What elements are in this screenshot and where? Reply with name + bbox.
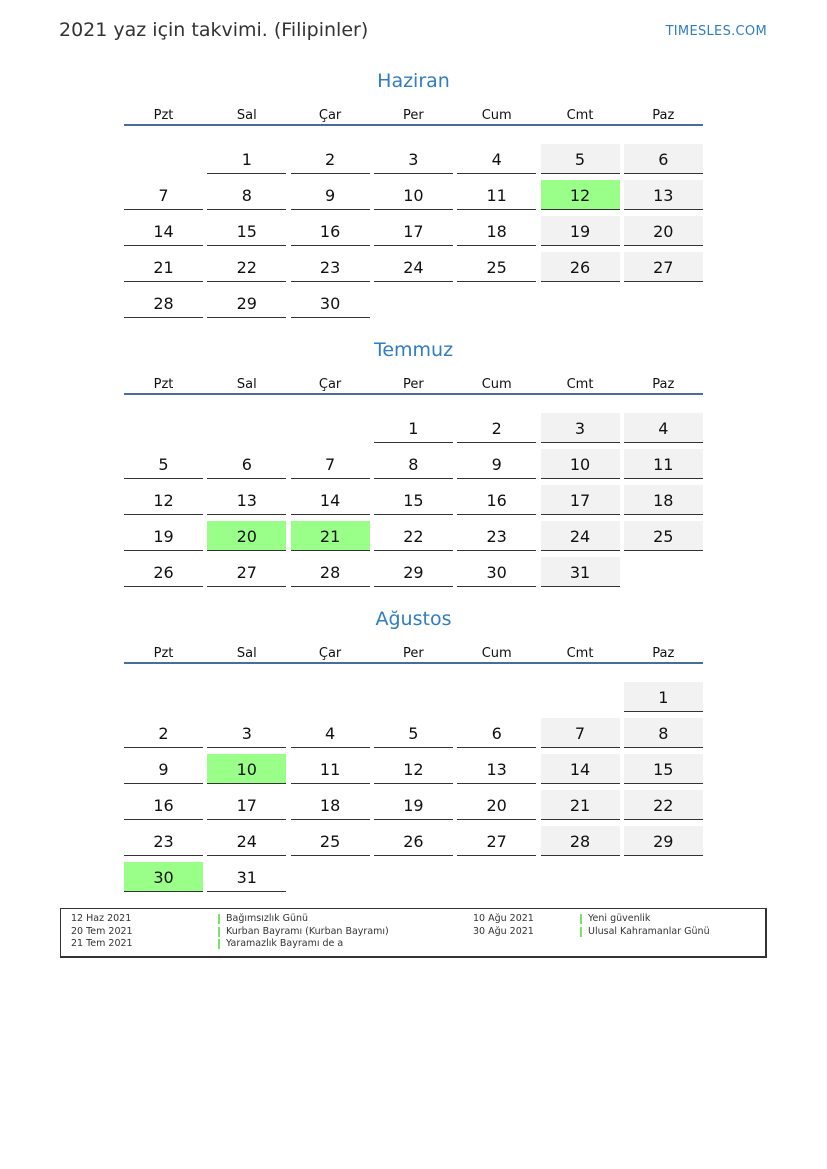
day-cell[interactable]: 2: [291, 144, 370, 174]
day-cell[interactable]: 29: [207, 288, 286, 318]
day-cell[interactable]: 23: [291, 252, 370, 282]
day-cell[interactable]: 29: [624, 826, 703, 856]
day-cell[interactable]: 6: [624, 144, 703, 174]
month-title: Temmuz: [373, 339, 454, 361]
day-cell[interactable]: 15: [207, 216, 286, 246]
day-cell[interactable]: 20: [624, 216, 703, 246]
day-cell[interactable]: 1: [207, 144, 286, 174]
weekday-header: Çar: [318, 108, 342, 123]
weekday-header: Çar: [318, 377, 342, 392]
day-cell[interactable]: 21: [124, 252, 203, 282]
day-cell[interactable]: 27: [207, 557, 286, 587]
legend-holiday-name: Ulusal Kahramanlar Günü: [588, 925, 710, 937]
day-cell[interactable]: 23: [457, 521, 536, 551]
day-cell[interactable]: 16: [291, 216, 370, 246]
weekday-header: Paz: [652, 108, 675, 123]
day-cell[interactable]: 2: [457, 413, 536, 443]
day-cell[interactable]: 25: [291, 826, 370, 856]
legend-holiday-name: Kurban Bayramı (Kurban Bayramı): [226, 925, 389, 937]
day-cell[interactable]: 12: [124, 485, 203, 515]
day-cell[interactable]: 25: [624, 521, 703, 551]
weekday-header: Cum: [481, 377, 512, 392]
day-cell[interactable]: 3: [207, 718, 286, 748]
day-cell[interactable]: 16: [457, 485, 536, 515]
day-cell[interactable]: 13: [207, 485, 286, 515]
weekday-header: Sal: [236, 377, 257, 392]
day-cell[interactable]: 21: [541, 790, 620, 820]
day-cell[interactable]: 17: [207, 790, 286, 820]
legend-color-marker: [218, 939, 220, 949]
day-cell[interactable]: 8: [374, 449, 453, 479]
day-cell[interactable]: 27: [624, 252, 703, 282]
weekday-header: Sal: [236, 108, 257, 123]
day-cell[interactable]: 4: [624, 413, 703, 443]
day-cell[interactable]: 23: [124, 826, 203, 856]
day-cell[interactable]: 8: [207, 180, 286, 210]
day-cell[interactable]: 24: [541, 521, 620, 551]
day-cell[interactable]: 19: [541, 216, 620, 246]
day-cell[interactable]: 24: [207, 826, 286, 856]
day-cell[interactable]: 26: [124, 557, 203, 587]
legend-color-marker: [218, 914, 220, 924]
day-cell[interactable]: 22: [624, 790, 703, 820]
weekday-header: Sal: [236, 646, 257, 661]
day-cell[interactable]: 4: [291, 718, 370, 748]
day-cell[interactable]: 9: [124, 754, 203, 784]
page-title: 2021 yaz için takvimi. (Filipinler): [59, 19, 369, 41]
day-cell[interactable]: 31: [541, 557, 620, 587]
day-cell[interactable]: 13: [457, 754, 536, 784]
day-cell[interactable]: 19: [124, 521, 203, 551]
day-cell[interactable]: 7: [291, 449, 370, 479]
weekday-header: Per: [403, 108, 424, 123]
day-cell[interactable]: 6: [207, 449, 286, 479]
day-cell[interactable]: 6: [457, 718, 536, 748]
brand-link[interactable]: TIMESLES.COM: [665, 24, 767, 39]
holiday-day-cell[interactable]: 12: [541, 180, 620, 210]
weekday-header: Pzt: [153, 646, 174, 661]
day-cell[interactable]: 10: [374, 180, 453, 210]
legend-color-marker: [580, 914, 582, 924]
weekday-header: Cmt: [566, 108, 594, 123]
weekday-header: Cum: [481, 646, 512, 661]
day-cell[interactable]: 5: [124, 449, 203, 479]
day-cell[interactable]: 7: [124, 180, 203, 210]
day-cell[interactable]: 17: [374, 216, 453, 246]
day-cell[interactable]: 12: [374, 754, 453, 784]
day-cell[interactable]: 13: [624, 180, 703, 210]
day-cell[interactable]: 17: [541, 485, 620, 515]
weekday-header: Pzt: [153, 108, 174, 123]
legend-date: 21 Tem 2021: [71, 938, 133, 949]
day-cell[interactable]: 11: [291, 754, 370, 784]
legend-holiday-name: Bağımsızlık Günü: [226, 913, 309, 924]
holiday-day-cell[interactable]: 30: [124, 862, 203, 892]
day-cell[interactable]: 24: [374, 252, 453, 282]
weekday-header: Cum: [481, 108, 512, 123]
header-rule: [124, 662, 703, 664]
day-cell[interactable]: 26: [374, 826, 453, 856]
day-cell[interactable]: 14: [124, 216, 203, 246]
month-title: Ağustos: [375, 608, 452, 630]
day-cell[interactable]: 16: [124, 790, 203, 820]
month-title: Haziran: [377, 70, 450, 92]
day-cell[interactable]: 29: [374, 557, 453, 587]
day-cell[interactable]: 14: [541, 754, 620, 784]
legend-date: 12 Haz 2021: [71, 913, 132, 924]
legend-date: 10 Ağu 2021: [473, 913, 534, 924]
day-cell[interactable]: 9: [457, 449, 536, 479]
day-cell[interactable]: 31: [207, 862, 286, 892]
holiday-day-cell[interactable]: 20: [207, 521, 286, 551]
day-cell[interactable]: 10: [541, 449, 620, 479]
legend-holiday-name: Yaramazlık Bayramı de a: [226, 938, 344, 949]
day-cell[interactable]: 7: [541, 718, 620, 748]
holiday-legend: [60, 908, 767, 958]
day-cell[interactable]: 18: [291, 790, 370, 820]
day-cell[interactable]: 19: [374, 790, 453, 820]
legend-holiday-name: Yeni güvenlik: [588, 913, 651, 924]
day-cell[interactable]: 4: [457, 144, 536, 174]
day-cell[interactable]: 28: [291, 557, 370, 587]
weekday-header: Cmt: [566, 646, 594, 661]
weekday-header: Çar: [318, 646, 342, 661]
day-cell[interactable]: 28: [541, 826, 620, 856]
day-cell[interactable]: 15: [374, 485, 453, 515]
day-cell[interactable]: 20: [457, 790, 536, 820]
day-cell[interactable]: 18: [457, 216, 536, 246]
day-cell[interactable]: 22: [374, 521, 453, 551]
day-cell[interactable]: 11: [624, 449, 703, 479]
day-cell[interactable]: 8: [624, 718, 703, 748]
day-cell[interactable]: 3: [541, 413, 620, 443]
day-cell[interactable]: 11: [457, 180, 536, 210]
day-cell[interactable]: 28: [124, 288, 203, 318]
weekday-header: Paz: [652, 646, 675, 661]
legend-date: 30 Ağu 2021: [473, 925, 534, 937]
day-cell[interactable]: 15: [624, 754, 703, 784]
weekday-header: Per: [403, 377, 424, 392]
day-cell[interactable]: 18: [624, 485, 703, 515]
day-cell[interactable]: 5: [374, 718, 453, 748]
weekday-header: Cmt: [566, 377, 594, 392]
day-cell[interactable]: 14: [291, 485, 370, 515]
legend-color-marker: [218, 927, 220, 937]
header-rule: [124, 393, 703, 395]
day-cell[interactable]: 25: [457, 252, 536, 282]
holiday-day-cell[interactable]: 21: [291, 521, 370, 551]
day-cell[interactable]: 9: [291, 180, 370, 210]
day-cell[interactable]: 1: [624, 682, 703, 712]
legend-color-marker: [580, 927, 582, 937]
day-cell[interactable]: 26: [541, 252, 620, 282]
legend-date: 20 Tem 2021: [71, 925, 133, 937]
weekday-header: Paz: [652, 377, 675, 392]
day-cell[interactable]: 30: [457, 557, 536, 587]
day-cell[interactable]: 1: [374, 413, 453, 443]
day-cell[interactable]: 30: [291, 288, 370, 318]
header-rule: [124, 124, 703, 126]
day-cell[interactable]: 27: [457, 826, 536, 856]
weekday-header: Per: [403, 646, 424, 661]
day-cell[interactable]: 3: [374, 144, 453, 174]
day-cell[interactable]: 2: [124, 718, 203, 748]
day-cell[interactable]: 22: [207, 252, 286, 282]
day-cell[interactable]: 5: [541, 144, 620, 174]
weekday-header: Pzt: [153, 377, 174, 392]
holiday-day-cell[interactable]: 10: [207, 754, 286, 784]
